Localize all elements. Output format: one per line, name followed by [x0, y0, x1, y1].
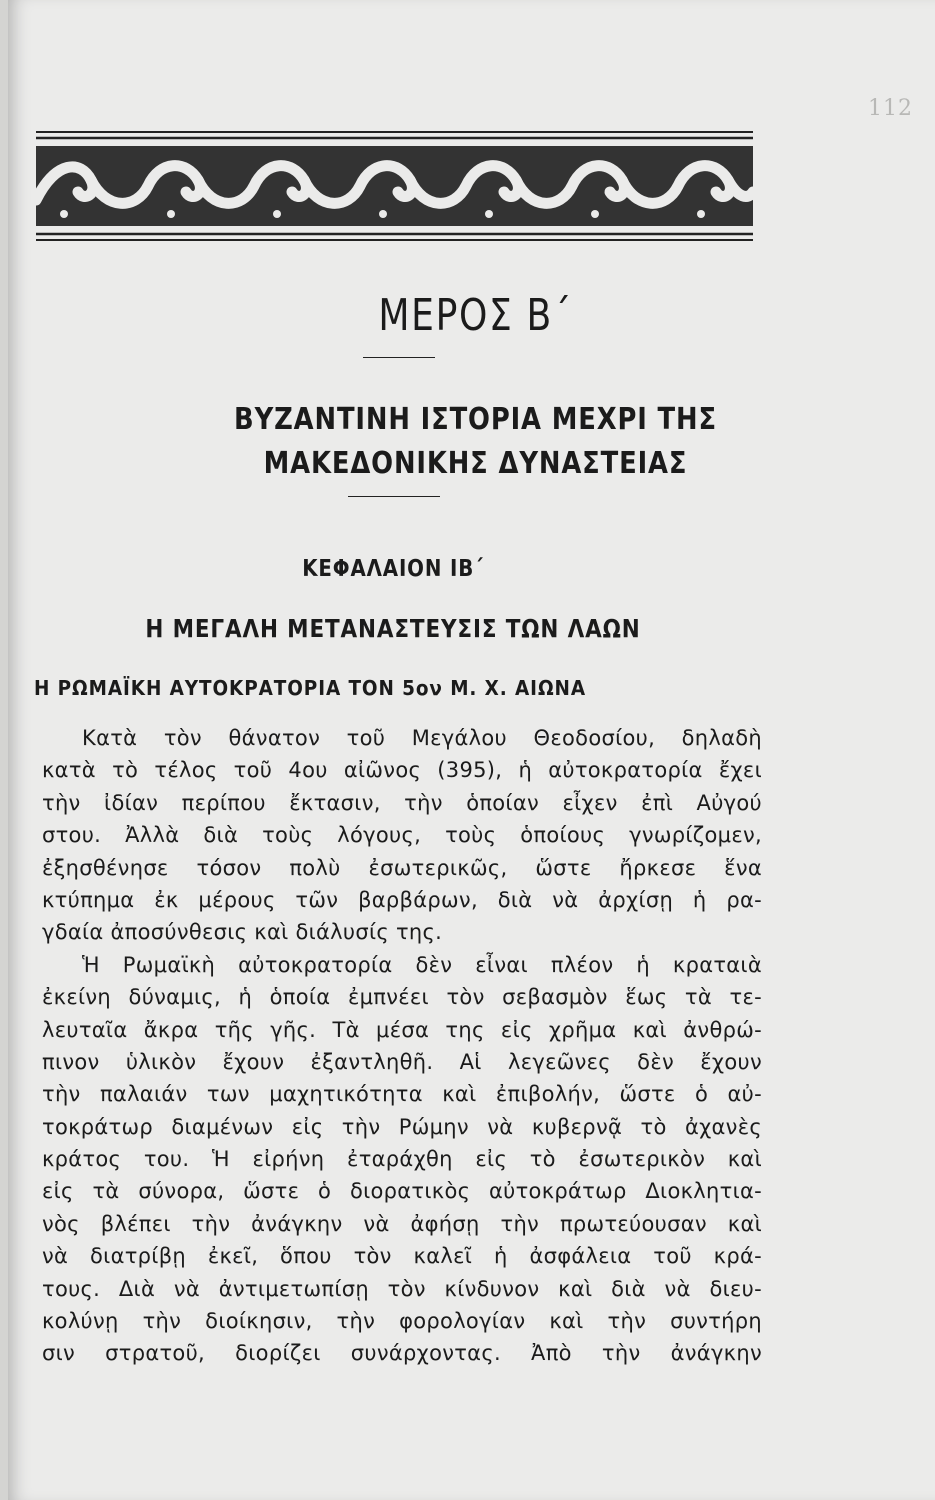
- part-title: ΜΕΡΟΣ Β΄: [378, 290, 573, 341]
- body-line: πινον ὑλικὸν ἔχουν ἐξαντληθῆ. Αἱ λεγεῶνες δὲν ἔχουν: [42, 1049, 762, 1074]
- body-line: Ἡ Ρωμαϊκὴ αὐτοκρατορία δὲν εἶναι πλέον ἡ κραταιὰ: [82, 952, 762, 977]
- body-line: κατὰ τὸ τέλος τοῦ 4ου αἰῶνος (395), ἡ αὐτοκρατορία ἔχει: [42, 758, 762, 783]
- body-line: τους. Διὰ νὰ ἀντιμετωπίσῃ τὸν κίνδυνον καὶ διὰ νὰ διευ-: [42, 1276, 762, 1301]
- body-line: λευταῖα ἄκρα τῆς γῆς. Τὰ μέσα της εἰς χρῆμα καὶ ἀνθρώ-: [42, 1017, 762, 1042]
- body-line: τοκράτωρ διαμένων εἰς τὴν Ρώμην νὰ κυβερνᾷ τὸ ἀχανὲς: [42, 1114, 762, 1139]
- body-line: κράτος του. Ἡ εἰρήνη ἐταράχθη εἰς τὸ ἐσωτερικὸν καὶ: [42, 1147, 762, 1172]
- body-line: ἐξησθένησε τόσον πολὺ ἐσωτερικῶς, ὥστε ἤρκεσε ἕνα: [42, 855, 762, 880]
- chapter-subtitle: Η ΜΕΓΑΛΗ ΜΕΤΑΝΑΣΤΕΥΣΙΣ ΤΩΝ ΛΑΩΝ: [145, 614, 641, 643]
- divider-rule: [348, 496, 440, 497]
- body-line: τὴν παλαιάν των μαχητικότητα καὶ ἐπιβολήν, ὥστε ὁ αὐ-: [42, 1082, 762, 1107]
- body-text: [42, 722, 762, 1370]
- chapter-title: ΚΕΦΑΛΑΙΟΝ ΙΒ΄: [302, 556, 484, 582]
- body-line: ἐκείνη δύναμις, ἡ ὁποία ἐμπνέει τὸν σεβασμὸν ἕως τὰ τε-: [42, 985, 762, 1010]
- body-line: στου. Ἀλλὰ διὰ τοὺς λόγους, τοὺς ὁποίους γνωρίζομεν,: [42, 823, 762, 848]
- body-line: νὰ διατρίβῃ ἐκεῖ, ὅπου τὸν καλεῖ ἡ ἀσφάλεια τοῦ κρά-: [42, 1244, 762, 1269]
- body-line: κτύπημα ἐκ μέρους τῶν βαρβάρων, διὰ νὰ ἀρχίσῃ ἡ ρα-: [42, 887, 762, 912]
- body-line: Κατὰ τὸν θάνατον τοῦ Μεγάλου Θεοδοσίου, δηλαδὴ: [82, 726, 762, 750]
- body-line: εἰς τὰ σύνορα, ὥστε ὁ διορατικὸς αὐτοκράτωρ Διοκλητια-: [42, 1179, 762, 1204]
- book-page: [8, 0, 935, 1500]
- body-line: τὴν ἰδίαν περίπου ἔκτασιν, τὴν ὁποίαν εἶχεν ἐπὶ Αὐγού: [42, 790, 762, 815]
- body-line: νὸς βλέπει τὴν ἀνάγκην νὰ ἀφήσῃ τὴν πρωτεύουσαν καὶ: [42, 1211, 762, 1236]
- body-line: γδαία ἀποσύνθεσις καὶ διάλυσίς της.: [42, 920, 443, 945]
- section-heading: Η ΡΩΜΑΪΚΗ ΑΥΤΟΚΡΑΤΟΡΙΑ ΤΟΝ 5ον Μ. Χ. ΑΙΩΝΑ: [34, 676, 586, 700]
- meander-ornament-graphic: [36, 130, 753, 242]
- divider-rule: [363, 357, 435, 358]
- section-title-line-1: ΒΥΖΑΝΤΙΝΗ ΙΣΤΟΡΙΑ ΜΕΧΡΙ ΤΗΣ: [234, 402, 717, 437]
- body-line: σιν στρατοῦ, διορίζει συνάρχοντας. Ἀπὸ τὴν ἀνάγκην: [42, 1341, 762, 1366]
- decorative-border-ornament: [36, 130, 753, 242]
- section-title-line-2: ΜΑΚΕΔΟΝΙΚΗΣ ΔΥΝΑΣΤΕΙΑΣ: [263, 446, 688, 481]
- page-number: 112: [868, 96, 913, 121]
- body-line: κολύνῃ τὴν διοίκησιν, τὴν φορολογίαν καὶ τὴν συντήρη: [42, 1309, 762, 1334]
